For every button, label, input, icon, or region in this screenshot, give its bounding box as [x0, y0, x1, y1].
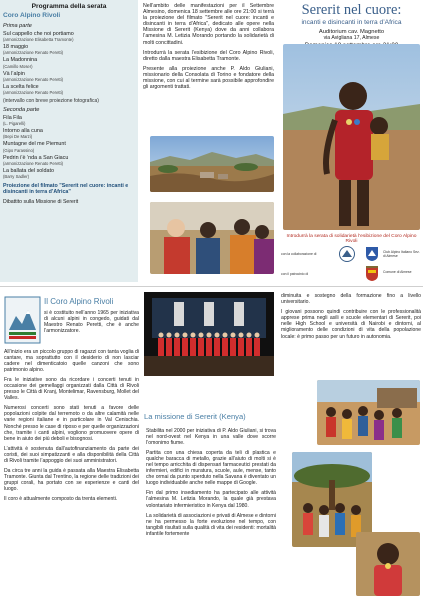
song-title: Muntagne del me Piemunt [3, 141, 66, 148]
song-title: Intorno alla cuna [3, 128, 43, 135]
event-subtitle: incanti e disincanti in terra d’Africa [301, 19, 402, 26]
choir-paragraph: Da circa tre anni la guida è passata alla Maestra Elisabetta Tramonte. Giunta dal Trentino, la regione delle tradizioni dei gruppi corali, ha portato con se esperienze e canti del luogo. [4, 467, 139, 492]
song-arranger: (armonizzazione Renato Peretti) [3, 50, 64, 56]
second-part-list [3, 115, 135, 179]
song-title: Pedrin i’è ’nda a San Giacu [3, 154, 69, 161]
choir-section-title: Il Coro Alpino Rivoli [44, 297, 114, 306]
mission-paragraph: I giovani possono quindi contribuire con le professionalità apprese prima negli asili e scuole elementari di Sererit, poi nelle High School e università di Nairobi e dintorni, al miglioramento delle condizioni di vita della popolazione locale: è primo passo per un futuro in autonomia. [281, 309, 421, 340]
song-title: La Madonnina [3, 57, 38, 64]
song-item [3, 31, 135, 42]
program-choir-name: Coro Alpino Rivoli [3, 12, 61, 19]
song-title: Và l’alpin [3, 70, 25, 77]
song-arranger: (Barry Sadler) [3, 174, 30, 180]
cai-logo-icon [365, 246, 379, 262]
song-arranger: (armonizzazione Elisabetta Tramonte) [3, 37, 74, 43]
page-divider [0, 286, 423, 287]
song-arranger: (L. Pigarelli) [3, 121, 26, 127]
intro-paragraph: Presente alla proiezione anche P. Aldo Giuliani, missionario della Consolata di Torino e fondatore della missione, con cui al termine sarà possibile approfondire gli argomenti trattati. [143, 65, 274, 91]
mission-paragraph: diminuita e sostegno della formazione fino a livello universitario. [281, 293, 421, 306]
event-address: via Avigliana 17, Almese [323, 35, 380, 41]
song-arranger: (Camillo Moser) [3, 63, 33, 69]
song-item [3, 115, 135, 126]
mission-paragraph: Partita con una chiesa coperta da teli di plastica e qualche baracca di metallo, grazie all’aiuto di molti si è nel tempo arricchita di dispensari farmaceutici prestati da infermieri, edifici in muratura, scuole, aule, mense, tanto che ormai da punto sperduto nella Savana è diventato un luogo individuabile anche nelle mappe di Google. [146, 450, 276, 487]
choir-body [4, 349, 139, 506]
song-title: La sceltа felice [3, 83, 39, 90]
song-item [3, 155, 135, 166]
photo-girl-with-child [283, 44, 420, 230]
song-item [3, 57, 135, 68]
patronage-label: con il patrocinio di [281, 272, 309, 276]
song-arranger: (armonizzazione Renato Peretti) [3, 160, 64, 166]
photo-women-group [150, 202, 274, 274]
song-title: 18 maggio [3, 44, 29, 51]
song-item [3, 44, 135, 55]
mission-body [146, 428, 276, 541]
comune-label: Comune di Almese [383, 270, 412, 274]
song-title: Fila Fila [3, 115, 22, 122]
association-logo-icon [339, 246, 355, 262]
comune-crest-icon [365, 266, 379, 282]
first-part-label: Prima parte [3, 23, 32, 29]
mission-paragraph: Fin dal primo insediamento ha partecipato alle attività l’almesina M. Letizia Morando, la quale già prestava volontariato infermieristico in Kenya dal 1980. [146, 490, 276, 509]
song-title: La ballata del soldato [3, 167, 54, 174]
event-venue: Auditorium cav. Magnetto [318, 29, 385, 35]
song-arranger: (armonizzazione Renato Peretti) [3, 90, 64, 96]
debate-note: Dibattito sulla Missione di Sererit [3, 199, 79, 206]
choir-paragraph: All’inizio era un piccolo gruppo di ragazzi con tanta voglia di cantare, ma soprattutto con il desiderio di non lasciar cadere nel dimenticatoio quelle canzoni che sono patrimonio alpino. [4, 349, 139, 374]
first-part-list [3, 31, 135, 95]
choir-paragraph: Numerosi concerti sono stati tenuti a favore delle popolazioni colpite dal terremoto o da altre calamità nelle varie regioni italiane e in particolare in Val Cenischia. Nonché presso le case di riposo e per quelle organizzazioni che, tramite i canti alpini, vogliono promuovere opere di bene in aiuto dei più deboli e bisognosi. [4, 405, 139, 442]
choir-paragraph: Fra le iniziative sono da ricordare i concerti tenuti in occasione dei gemellaggi organizzati dalla Città di Rivoli presso le Città di Kranj, Montelimar, Ravensburg, Mollet del Valles. [4, 377, 139, 402]
event-title: Sererit nel cuore: [301, 2, 402, 18]
photo-choir-performing [144, 292, 274, 376]
photo-child-portrait [356, 532, 420, 596]
song-item [3, 141, 135, 152]
choir-emblem-icon [4, 296, 41, 344]
song-arranger: (armonizzazione Renato Peretti) [3, 76, 64, 82]
cai-label: Club Alpino Italiano Sez. di Almese [383, 250, 420, 259]
program-panel [0, 0, 138, 282]
intro-text [143, 3, 274, 94]
program-title: Programma della serata [31, 3, 107, 10]
intro-paragraph: Nell’ambito delle manifestazioni per il Settembre Almesino, domenica 18 settembre alle ore 21:00 si terrà la proiezione del filmato "Sererit nel cuore: incanti e disincanti in terra d’Africa", dedicato alle opere nella Missione di Sererit (Kenya) dove da anni collabora l’amesina M. Letizia Morando portando la solidarietà di molti concittadini. [143, 3, 274, 46]
photo-savanna-landscape [150, 136, 274, 192]
second-part-label: Seconda parte [3, 107, 40, 114]
choir-lead-paragraph: si è costituito nell’anno 1965 per iniziativa di alcuni alpini in congedo, guidati dal Maestro Renato Peretti, che è anche l’armonizzatore. [44, 310, 139, 335]
song-title: Sul cappello che noi portiamo [3, 31, 74, 37]
song-item [3, 71, 135, 82]
intro-paragraph: Introdurrà la serata l’esibizione del Coro Alpino Rivoli, diretto dalla maestra Elisabetta Tramonte. [143, 49, 274, 62]
song-item [3, 168, 135, 179]
photo-children-village [317, 380, 420, 445]
song-arranger: (Bepi De Marzi) [3, 134, 33, 140]
projection-note: Proiezione del filmato "Sererit nel cuore: incanti e disincanti in terra d’Africa" [3, 183, 129, 196]
choir-paragraph: Il coro è attualmente composto da trenta elementi. [4, 495, 118, 502]
event-header [280, 2, 423, 49]
song-arranger: (Gipo Farassino) [3, 147, 35, 153]
mission-section-title: La missione di Sererit (Kenya) [144, 412, 246, 421]
mission-paragraph: La solidarietà di associazioni e privati di Almese e dintorni ne ha permesso la forte evoluzione nel tempo, con tangibili risultati sulla qualità di vita dei residenti: mortalità infantile fortemente [146, 512, 276, 537]
choir-paragraph: L’attività è sostenuta dall’autofinanziamento da parte dei coristi, dei suoi simpatizzanti e alla disponibilità della Città di Rivoli tramite l’appoggio dei suoi amministratori. [4, 445, 139, 464]
mission-continued [281, 293, 421, 344]
intro-choir-note: Introdurrà la serata di solidarietà l’esibizione del Coro Alpino Rivoli [286, 234, 417, 244]
collaboration-label: con la collaborazione di [281, 252, 317, 256]
song-item [3, 128, 135, 139]
song-item [3, 84, 135, 95]
sponsor-logos [281, 246, 423, 284]
mission-paragraph: Stabilita nel 2000 per iniziativa di P. Aldo Giuliani, si trova nel nord-ovest nel Kenya in una valle dove scorre l’omonimo fiume. [146, 428, 276, 447]
interval-note: (intervallo con breve proiezione fotografica) [3, 98, 99, 105]
